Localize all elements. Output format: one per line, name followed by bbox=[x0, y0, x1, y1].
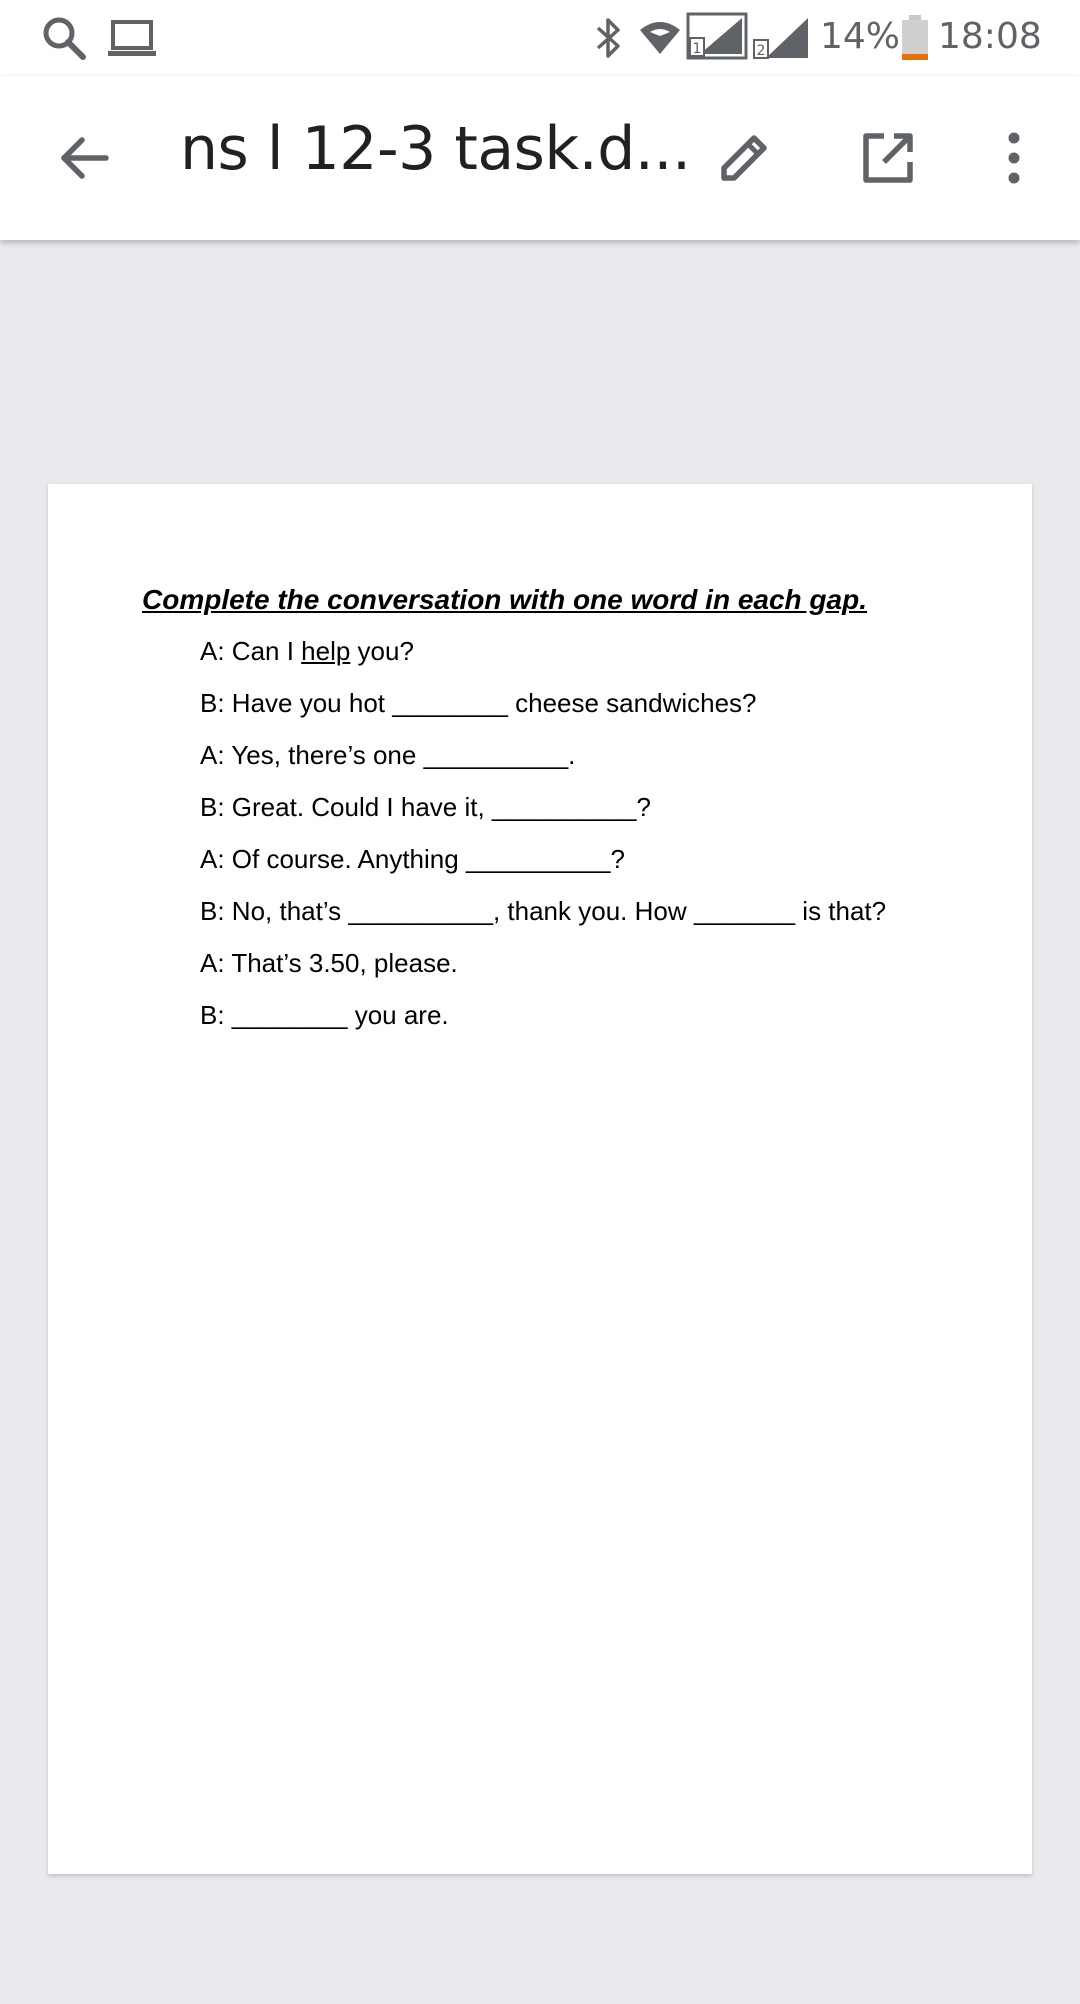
battery-percent: 14% bbox=[820, 16, 901, 57]
line-1-text-after: you? bbox=[350, 636, 414, 666]
exercise-instruction: Complete the conversation with one word in each gap. bbox=[142, 584, 867, 615]
edit-button[interactable] bbox=[696, 110, 792, 206]
clock: 18:08 bbox=[938, 16, 1042, 57]
pencil-icon bbox=[712, 126, 776, 190]
line-1-text-before: A: Can I bbox=[200, 636, 302, 666]
dialogue-line-8: B: ________ you are. bbox=[200, 1000, 449, 1030]
app-bar bbox=[0, 76, 1080, 240]
signal-sim2-icon bbox=[752, 12, 810, 65]
more-vert-icon bbox=[1002, 126, 1026, 190]
laptop-icon bbox=[106, 16, 158, 65]
arrow-back-icon bbox=[56, 130, 112, 186]
dialogue-line-7: A: That’s 3.50, please. bbox=[200, 948, 458, 978]
bluetooth-icon bbox=[594, 14, 624, 67]
document-title: ns l 12-3 task.d... bbox=[180, 114, 691, 184]
dialogue-line-6: B: No, that’s __________, thank you. How _______ is that? bbox=[200, 896, 887, 926]
dialogue-line-2: B: Have you hot ________ cheese sandwiches? bbox=[200, 688, 757, 718]
battery-icon bbox=[900, 14, 930, 67]
open-in-new-button[interactable] bbox=[840, 110, 936, 206]
wifi-icon bbox=[638, 18, 682, 63]
dialogue-line-3: A: Yes, there’s one __________. bbox=[200, 740, 576, 770]
dialogue-line-1 bbox=[200, 636, 414, 667]
line-1-underlined-word: help bbox=[301, 636, 351, 666]
document-page[interactable] bbox=[48, 484, 1032, 1874]
svg-text:2: 2 bbox=[756, 43, 766, 59]
signal-sim1-icon bbox=[686, 12, 748, 65]
status-bar bbox=[0, 0, 1080, 76]
back-button[interactable] bbox=[36, 110, 132, 206]
svg-text:1: 1 bbox=[692, 41, 702, 57]
search-icon bbox=[40, 14, 88, 67]
dialogue-line-5: A: Of course. Anything __________? bbox=[200, 844, 625, 874]
dialogue-line-4: B: Great. Could I have it, __________? bbox=[200, 792, 651, 822]
more-options-button[interactable] bbox=[966, 110, 1062, 206]
open-in-new-icon bbox=[856, 126, 920, 190]
